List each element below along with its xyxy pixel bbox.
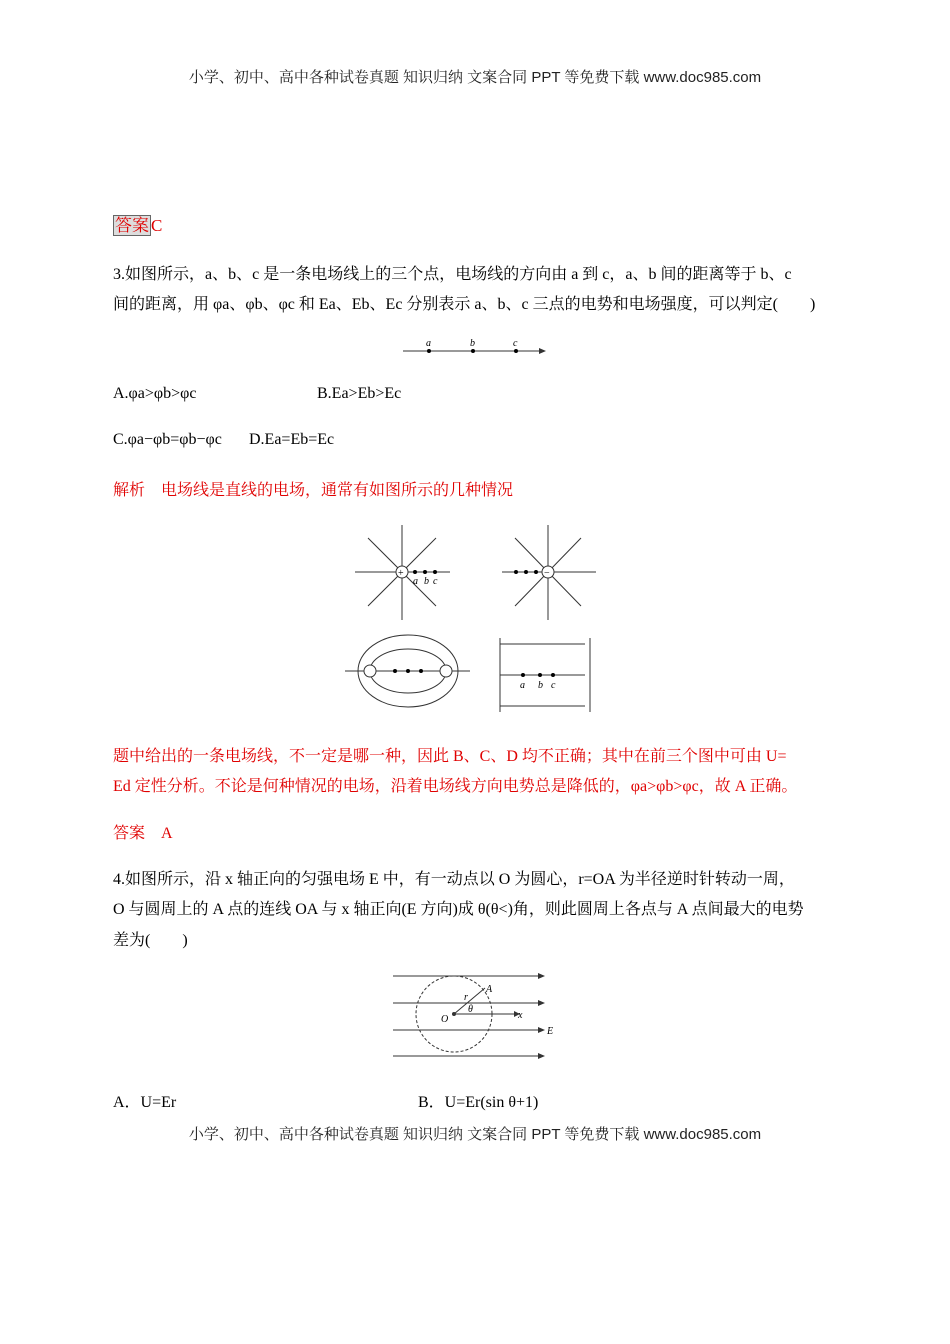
- previous-answer: [113, 211, 162, 236]
- q3-field-line-figure: [400, 336, 550, 358]
- q4-text-line3: 差为( ): [113, 932, 188, 949]
- plus-sign: +: [398, 568, 404, 579]
- fig-label-b2: b: [538, 680, 543, 691]
- q3-option-b: B.Ea>Eb>Ec: [317, 385, 402, 402]
- fig-label-a: a: [413, 576, 418, 587]
- label-r: r: [464, 992, 468, 1003]
- label-b: b: [470, 338, 475, 349]
- q3-text-line2: 间的距离，用 φa、φb、φc 和 Ea、Eb、Ec 分别表示 a、b、c 三点的电势和电场强度，可以判定( ): [113, 296, 816, 313]
- answer-label: 答案: [113, 825, 146, 842]
- answer-label-box: 答案: [115, 216, 149, 235]
- q4-text-line1: 4.如图所示，沿 x 轴正向的匀强电场 E 中，有一动点以 O 为圆心，r=OA 为半径逆时针转动一周，: [113, 871, 795, 888]
- page-footer: 小学、初中、高中各种试卷真题 知识归纳 文案合同 PPT 等免费下载 www.doc985.com: [188, 1126, 762, 1143]
- q4-text-line2: O 与圆周上的 A 点的连线 OA 与 x 轴正向(E 方向)成 θ(θ<)角，则此圆周上各点与 A 点间最大的电势: [113, 901, 804, 918]
- analysis-line1: 题中给出的一条电场线，不一定是哪一种，因此 B、C、D 均不正确；其中在前三个图中可由 U=: [113, 748, 787, 765]
- q3-text-line1: 3.如图所示，a、b、c 是一条电场线上的三个点，电场线的方向由 a 到 c，a、b 间的距离等于 b、c: [113, 266, 792, 283]
- q3-answer: [113, 820, 173, 843]
- q3-option-c: C.φa−φb=φb−φc: [113, 431, 222, 448]
- label-E: E: [547, 1026, 554, 1037]
- fig-label-c: c: [433, 576, 438, 587]
- analysis-intro-text: 电场线是直线的电场，通常有如图所示的几种情况: [161, 482, 514, 499]
- analysis-intro: [113, 477, 513, 500]
- fig-label-c2: c: [551, 680, 556, 691]
- q3-option-a: A.φa>φb>φc: [113, 385, 197, 402]
- fig-label-b: b: [424, 576, 429, 587]
- answer-value: C: [151, 216, 163, 235]
- page-header: 小学、初中、高中各种试卷真题 知识归纳 文案合同 PPT 等免费下载 www.doc985.com: [188, 69, 762, 86]
- field-types-figure: [340, 520, 610, 720]
- q4-option-a: A．U=Er: [113, 1094, 177, 1111]
- label-c: c: [513, 338, 518, 349]
- minus-sign: −: [544, 568, 550, 579]
- analysis-line2: Ed 定性分析。不论是何种情况的电场，沿着电场线方向电势总是降低的，φa>φb>φc，故 A 正确。: [113, 778, 798, 795]
- label-theta: θ: [468, 1004, 473, 1015]
- label-a: a: [426, 338, 431, 349]
- label-A: A: [486, 984, 493, 995]
- answer-value: A: [161, 825, 173, 842]
- label-x: x: [518, 1010, 523, 1021]
- q3-option-d: D.Ea=Eb=Ec: [249, 431, 335, 448]
- analysis-label: 解析: [113, 482, 146, 499]
- fig-label-a2: a: [520, 680, 525, 691]
- q4-circle-field-figure: [390, 968, 560, 1063]
- q4-option-b: B．U=Er(sin θ+1): [418, 1094, 539, 1111]
- label-O: O: [441, 1014, 449, 1025]
